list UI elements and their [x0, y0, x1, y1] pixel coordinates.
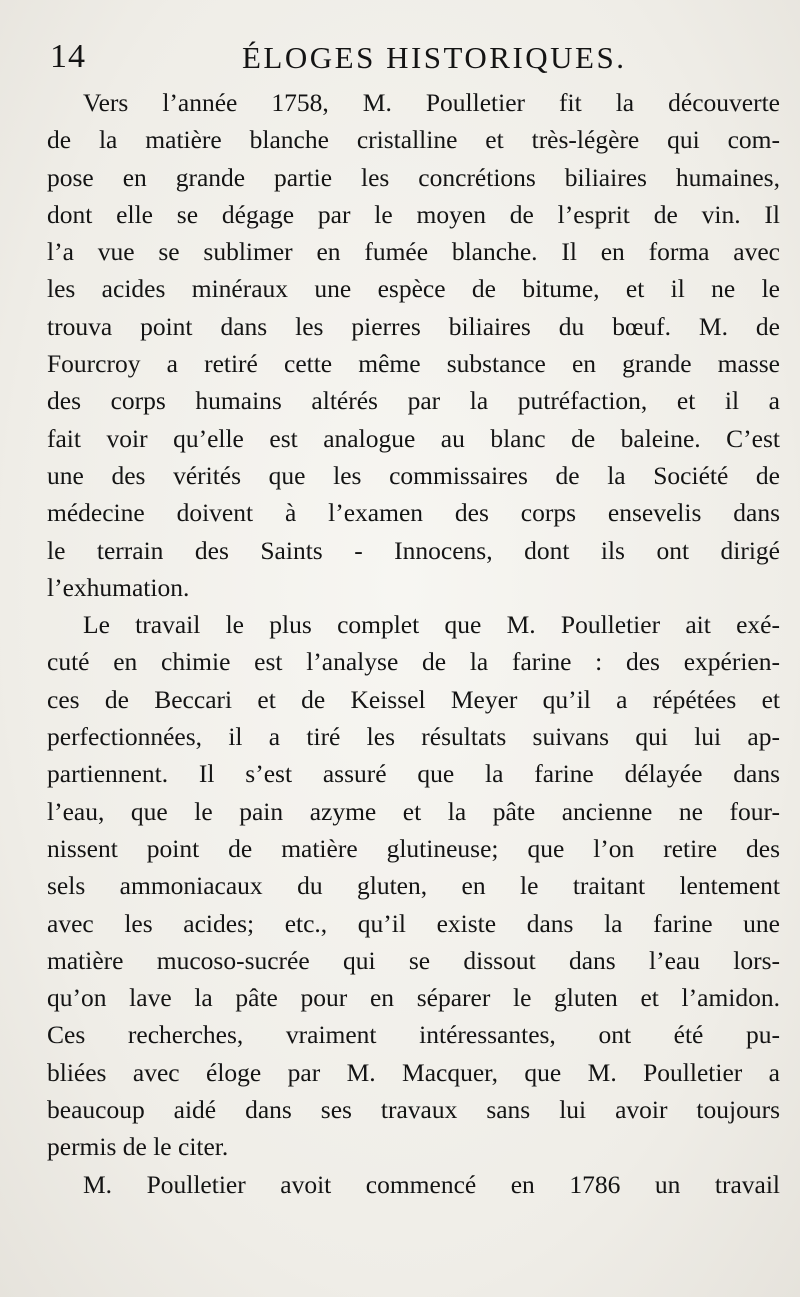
text-line: l’a vue se sublimer en fumée blanche. Il en forma avec [47, 237, 780, 267]
text-line: sels ammoniacaux du gluten, en le traitant lentement [47, 871, 780, 901]
text-line: Vers l’année 1758, M. Poulletier fit la découverte [83, 88, 780, 117]
text-line: avec les acides; etc., qu’il existe dans la farine une [47, 908, 780, 938]
text-line: Le travail le plus complet que M. Poulletier ait exé- [83, 610, 780, 640]
text-line: nissent point de matière glutineuse; que l’on retire des [47, 833, 780, 863]
text-line: des corps humains altérés par la putréfaction, et il a [47, 386, 780, 416]
text-line: trouva point dans les pierres biliaires du bœuf. M. de [47, 311, 780, 341]
text-line: cuté en chimie est l’analyse de la farine : des expérien- [47, 647, 780, 677]
text-line: matière mucoso-sucrée qui se dissout dans l’eau lors- [47, 945, 780, 975]
text-line: Ces recherches, vraiment intéressantes, ont été pu- [47, 1020, 780, 1050]
text-line: l’exhumation. [47, 572, 190, 602]
text-line: ces de Beccari et de Keissel Meyer qu’il a répétées et [47, 684, 780, 714]
page-number: 14 [50, 38, 86, 75]
text-line: médecine doivent à l’examen des corps ensevelis dans [47, 498, 780, 528]
text-line: dont elle se dégage par le moyen de l’esprit de vin. Il [47, 199, 780, 229]
text-line: perfectionnées, il a tiré les résultats suivans qui lui ap- [47, 722, 780, 752]
text-line: beaucoup aidé dans ses travaux sans lui avoir toujours [47, 1095, 780, 1125]
text-line: les acides minéraux une espèce de bitume, et il ne le [47, 274, 780, 304]
text-line: fait voir qu’elle est analogue au blanc de baleine. C’est [47, 423, 780, 453]
page-header [50, 38, 778, 78]
body-text [47, 84, 780, 1203]
text-line: M. Poulletier avoit commencé en 1786 un travail [83, 1169, 780, 1199]
text-line: l’eau, que le pain azyme et la pâte ancienne ne four- [47, 796, 780, 826]
running-title: ÉLOGES HISTORIQUES. [242, 40, 627, 75]
text-line: bliées avec éloge par M. Macquer, que M. Poulletier a [47, 1057, 780, 1087]
text-line: pose en grande partie les concrétions biliaires humaines, [47, 162, 780, 192]
text-line: de la matière blanche cristalline et très-légère qui com- [47, 125, 780, 155]
text-line: partiennent. Il s’est assuré que la farine délayée dans [47, 759, 780, 789]
text-line: permis de le citer. [47, 1132, 229, 1162]
text-line: le terrain des Saints - Innocens, dont ils ont dirigé [47, 535, 780, 565]
text-line: Fourcroy a retiré cette même substance en grande masse [47, 349, 780, 379]
text-line: qu’on lave la pâte pour en séparer le gluten et l’amidon. [47, 983, 780, 1013]
text-line: une des vérités que les commissaires de la Société de [47, 460, 780, 490]
